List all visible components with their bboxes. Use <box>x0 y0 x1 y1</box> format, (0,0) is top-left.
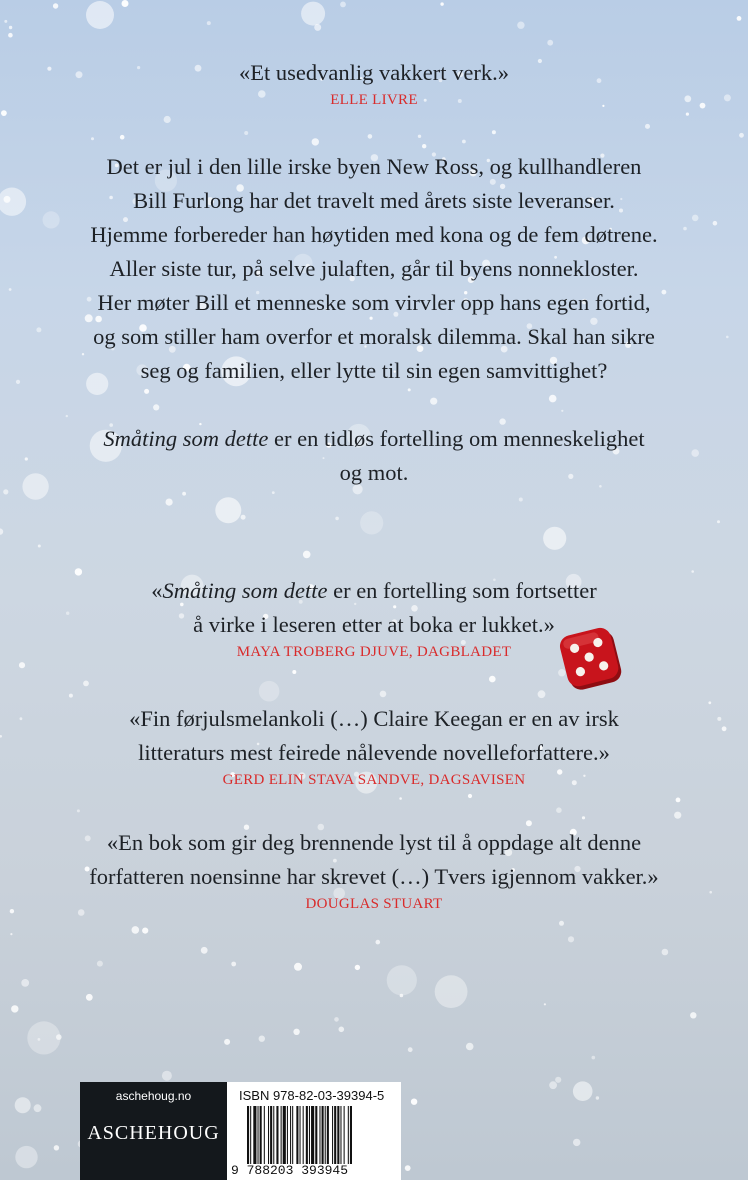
barcode-bar <box>292 1106 293 1164</box>
snowflake <box>272 491 275 494</box>
quote-dagsavisen-source: GERD ELIN STAVA SANDVE, DAGSAVISEN <box>222 772 526 788</box>
snowflake <box>144 389 149 394</box>
snowflake <box>16 380 20 384</box>
publisher-box <box>80 1082 227 1180</box>
snowflake <box>690 1012 696 1018</box>
snowflake <box>489 676 496 683</box>
snowflake <box>312 138 319 145</box>
isbn-label: ISBN 978-82-03-39394-5 <box>239 1088 385 1103</box>
snowflake <box>120 135 125 140</box>
snowflake <box>568 936 574 942</box>
blurb-line: Bill Furlong har det travelt med årets siste leveranser. <box>133 188 615 213</box>
snowflake <box>573 1081 593 1101</box>
snowflake <box>549 1081 557 1089</box>
snowflake <box>53 3 58 8</box>
quote-dagsavisen-line-1: «Fin førjulsmelankoli (…) Claire Keegan er en av irsk <box>129 706 619 731</box>
quote-dagbladet-source: MAYA TROBERG DJUVE, DAGBLADET <box>236 644 512 660</box>
snowflake <box>3 489 8 494</box>
snowflake <box>201 947 208 954</box>
snowflake <box>334 1017 339 1022</box>
snowflake <box>83 681 89 687</box>
snowflake <box>164 116 171 123</box>
blurb-line: seg og familien, eller lytte til sin egen samvittighet? <box>140 358 608 383</box>
snowflake <box>27 1021 60 1054</box>
snowflake <box>418 135 421 138</box>
snowflake <box>9 288 12 291</box>
snowflake <box>25 457 28 460</box>
barcode-bar <box>322 1106 324 1164</box>
snowflake <box>97 961 103 967</box>
snowflake <box>559 921 564 926</box>
quote-elle <box>0 56 748 109</box>
snowflake <box>737 16 742 21</box>
snowflake <box>596 1096 599 1099</box>
snowflake <box>691 570 694 573</box>
snowflake <box>0 528 3 534</box>
quote-stuart-line-2: forfatteren noensinne har skrevet (…) Tvers igjennom vakker.» <box>89 864 659 889</box>
snowflake <box>0 188 26 216</box>
snowflake <box>549 395 557 403</box>
barcode-bar <box>270 1106 272 1164</box>
barcode-box <box>227 1082 401 1180</box>
blurb-line: Her møter Bill et menneske som virvler opp hans egen fortid, <box>97 290 651 315</box>
publisher-logo: ASCHEHOUG <box>87 1122 220 1144</box>
snowflake <box>555 1077 561 1083</box>
snowflake <box>713 221 718 226</box>
snowflake <box>244 131 248 135</box>
book-title: Småting som dette <box>103 426 269 451</box>
barcode-bar <box>350 1106 352 1164</box>
publisher-url: aschehoug.no <box>115 1089 192 1103</box>
barcode-bar <box>311 1106 314 1164</box>
barcode-bar <box>276 1106 278 1164</box>
barcode-bar <box>319 1106 320 1164</box>
snowflake <box>517 22 524 29</box>
barcode-bar <box>334 1106 336 1164</box>
snowflake <box>4 196 11 203</box>
snowflake <box>468 794 472 798</box>
quote-elle-text: «Et usedvanlig vakkert verk.» <box>239 60 509 85</box>
quote-dagsavisen <box>0 702 748 789</box>
snowflake <box>380 691 387 698</box>
tagline-text: er en tidløs fortelling om menneskelighet <box>268 426 645 451</box>
barcode-bar <box>258 1106 259 1164</box>
snowflake <box>10 933 12 935</box>
snowflake <box>547 40 553 46</box>
snowflake <box>4 20 7 23</box>
snowflake <box>739 133 744 138</box>
snowflake <box>153 404 159 410</box>
snowflake <box>303 551 311 559</box>
snowflake <box>519 498 523 502</box>
snowflake <box>335 517 339 521</box>
quote-stuart-line-1: «En bok som gir deg brennende lyst til å oppdage alt denne <box>106 830 642 855</box>
barcode-bar <box>303 1106 304 1164</box>
snowflake <box>543 527 566 550</box>
quote-open-mark: « <box>151 578 163 603</box>
barcode-bar <box>327 1106 329 1164</box>
barcode-number: 9 788203 393945 <box>231 1163 349 1178</box>
snowflake <box>645 124 650 129</box>
snowflake <box>54 1145 59 1150</box>
snowflake <box>215 497 241 523</box>
barcode-bar <box>348 1106 349 1164</box>
quote-douglas-stuart <box>0 826 748 913</box>
quote-dagbladet-line-2: å virke i leseren etter at boka er lukket.» <box>193 612 555 637</box>
barcode-bar <box>296 1106 298 1164</box>
barcode-bar <box>264 1106 265 1164</box>
blurb-line: og som stiller ham overfor et moralsk dilemma. Skal han sikre <box>93 324 655 349</box>
dice-five-icon <box>558 624 630 696</box>
barcode-bar <box>253 1106 256 1164</box>
snowflake <box>207 21 211 25</box>
barcode-bar <box>287 1106 288 1164</box>
snowflake <box>292 670 296 674</box>
tagline-line-1 <box>40 422 708 456</box>
snowflake <box>241 515 246 520</box>
barcode-bar <box>283 1106 286 1164</box>
quote-dagbladet-line-1 <box>0 574 748 608</box>
snowflake <box>435 975 468 1008</box>
snowflake <box>582 816 585 819</box>
snowflake <box>674 812 681 819</box>
snowflake <box>676 798 681 803</box>
barcode-bar <box>306 1106 308 1164</box>
snowflake <box>405 1165 411 1171</box>
quote-dagbladet-text: er en fortelling som fortsetter <box>327 578 597 603</box>
snowflake <box>556 807 562 813</box>
blurb-line: Hjemme forbereder han høytiden med kona og de fem døtrene. <box>90 222 658 247</box>
barcode-bar <box>309 1106 310 1164</box>
barcode-bar <box>281 1106 282 1164</box>
snowflake <box>132 926 140 934</box>
snowflake <box>66 415 68 417</box>
quote-dagsavisen-line-2: litteraturs mest feirede nålevende novelleforfattere.» <box>138 740 610 765</box>
barcode-bar <box>332 1106 333 1164</box>
snowflake <box>355 965 360 970</box>
snowflake <box>8 33 13 38</box>
snowflake <box>77 809 80 812</box>
barcode-bar <box>260 1106 262 1164</box>
snowflake <box>492 130 496 134</box>
snowflake <box>314 24 321 31</box>
snowflake <box>19 662 25 668</box>
snowflake <box>38 545 41 548</box>
snowflake <box>11 1005 18 1012</box>
snowflake <box>462 140 466 144</box>
snowflake <box>9 26 12 29</box>
snowflake <box>592 1056 596 1060</box>
book-title: Småting som dette <box>162 578 328 603</box>
snowflake <box>86 994 93 1001</box>
snowflake <box>399 797 402 800</box>
snowflake <box>293 1029 299 1035</box>
snowflake <box>726 336 729 339</box>
snowflake <box>231 962 236 967</box>
quote-stuart-source: DOUGLAS STUART <box>305 896 443 912</box>
snowflake <box>408 1047 413 1052</box>
snowflake <box>430 398 437 405</box>
snowflake <box>686 113 689 116</box>
snowflake <box>182 492 186 496</box>
barcode-bar <box>290 1106 291 1164</box>
snowflake <box>561 410 563 412</box>
snowflake <box>360 511 383 534</box>
barcode-bar <box>247 1106 249 1164</box>
snowflake <box>86 1 114 29</box>
snowflake <box>15 1146 37 1168</box>
quote-dagbladet <box>0 574 748 661</box>
snowflake <box>368 134 373 139</box>
barcode-bar <box>315 1106 317 1164</box>
blurb <box>40 150 708 388</box>
snowflake <box>387 965 417 995</box>
snowflake <box>91 137 94 140</box>
barcode-bar <box>340 1106 341 1164</box>
snowflake <box>224 1039 230 1045</box>
snowflake <box>422 144 426 148</box>
snowflake <box>717 520 720 523</box>
barcode-bar <box>268 1106 269 1164</box>
barcode-bar <box>337 1106 339 1164</box>
tagline-line-2: og mot. <box>339 460 409 485</box>
snowflake <box>400 994 404 998</box>
snowflake <box>1 110 7 116</box>
blurb-line: Det er jul i den lille irske byen New Ross, og kullhandleren <box>106 154 642 179</box>
barcode-bar <box>300 1106 301 1164</box>
barcode-bar <box>344 1106 345 1164</box>
snowflake <box>15 1097 31 1113</box>
snowflake <box>69 694 73 698</box>
snowflake <box>466 1043 474 1051</box>
barcode-bar <box>250 1106 251 1164</box>
snowflake <box>34 1104 42 1112</box>
barcode-bar <box>273 1106 274 1164</box>
snowflake <box>408 388 411 391</box>
snowflake <box>259 1036 265 1042</box>
snowflake <box>122 0 129 7</box>
quote-elle-source: ELLE LIVRE <box>330 92 418 108</box>
snowflake <box>294 963 302 971</box>
snowflake <box>142 928 148 934</box>
snowflake <box>440 2 443 5</box>
snowflake <box>21 979 29 987</box>
snowflake <box>162 1071 172 1081</box>
snowflake <box>340 2 346 8</box>
snowflake <box>376 940 381 945</box>
snowflake <box>301 2 325 26</box>
snowflake <box>259 681 280 702</box>
tagline <box>40 422 708 490</box>
barcode-icon <box>247 1106 393 1164</box>
snowflake <box>166 499 173 506</box>
snowflake <box>544 1003 546 1005</box>
snowflake <box>339 1027 345 1033</box>
snowflake <box>662 949 669 956</box>
snowflake <box>411 1099 417 1105</box>
snowflake <box>573 1139 580 1146</box>
barcode-bar <box>325 1106 326 1164</box>
snowflake <box>538 690 546 698</box>
blurb-line: Aller siste tur, på selve julaften, går til byens nonnekloster. <box>109 256 639 281</box>
